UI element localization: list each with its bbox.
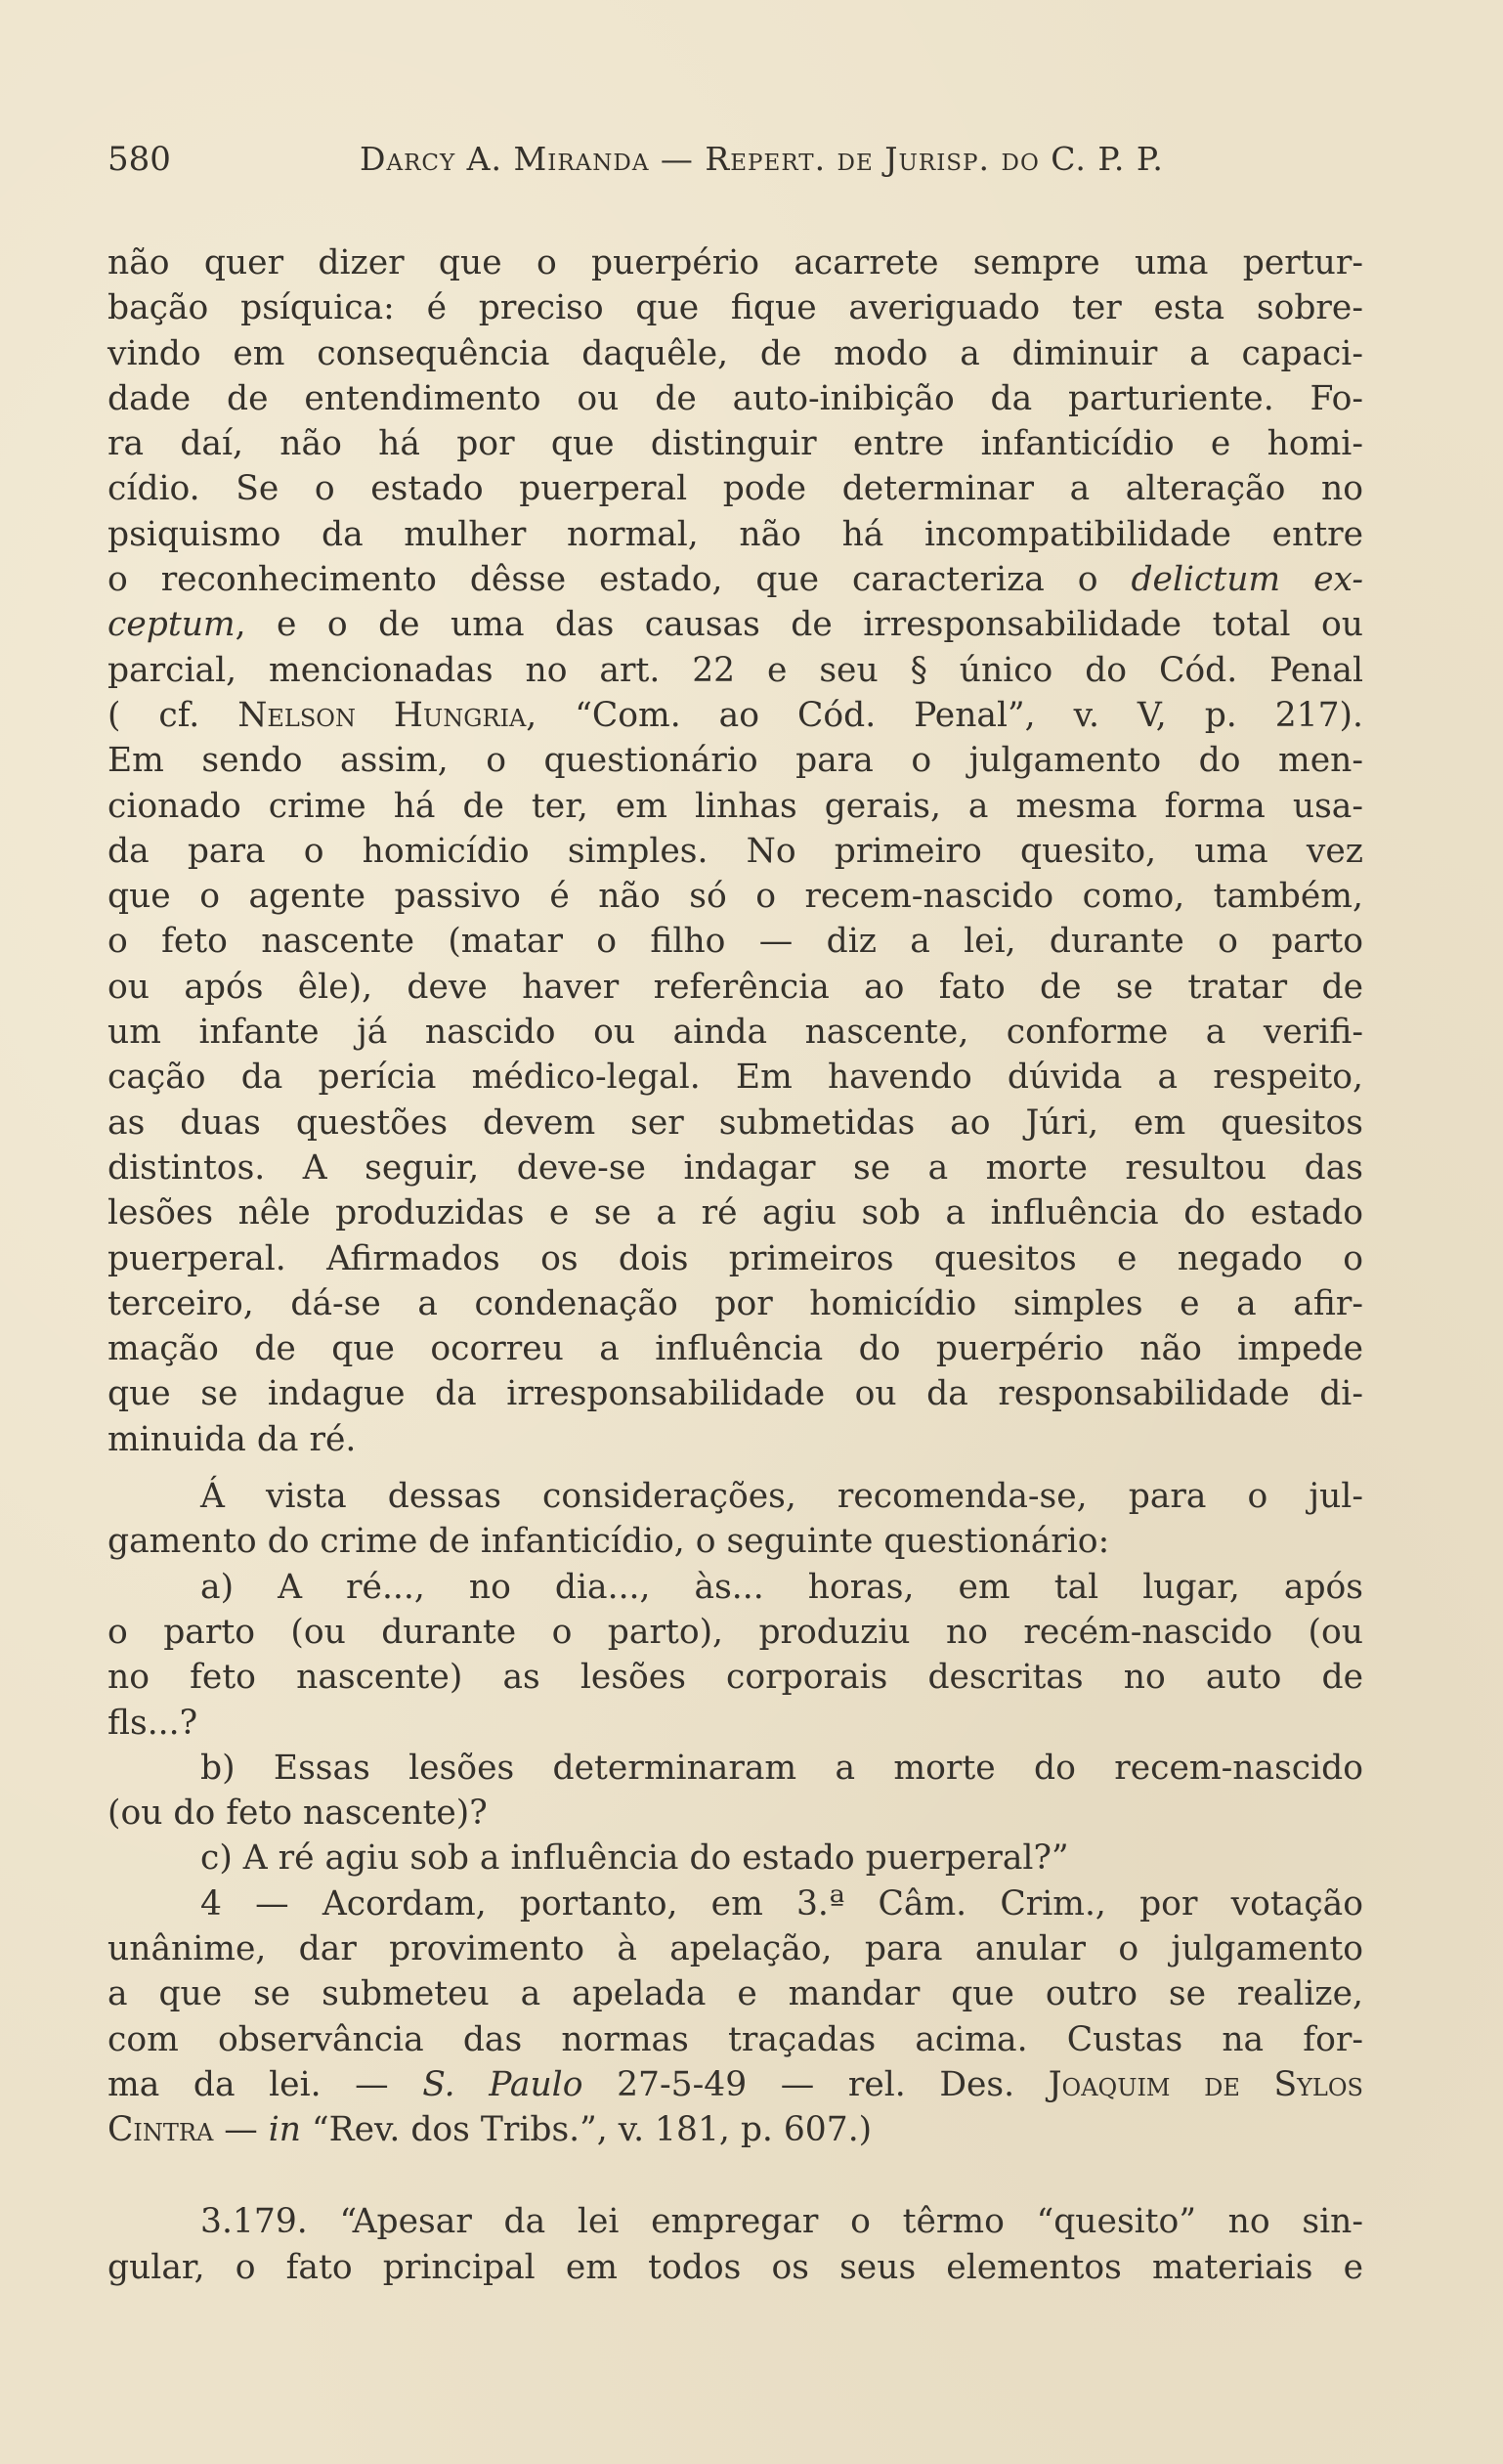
judge-name-cont: Cintra bbox=[107, 2110, 214, 2150]
text-line: c) A ré agiu sob a influência do estado puerperal?” bbox=[200, 1838, 1069, 1879]
text-line bbox=[107, 240, 1363, 285]
text-line: unânime, dar provimento à apelação, para anular o julgamento bbox=[107, 1928, 1363, 1968]
text-run: cação da perícia médico-legal. Em havendo dúvida a respeito, bbox=[107, 1058, 1363, 1098]
text-run: , e o de uma das causas de irresponsabilidade total ou bbox=[235, 605, 1363, 645]
text-line bbox=[107, 2107, 1363, 2152]
text-line bbox=[107, 1281, 1363, 1326]
text-line bbox=[107, 1371, 1363, 1416]
judge-name: Joaquim de Sylos bbox=[1048, 2064, 1363, 2104]
text-line: 4 — Acordam, portanto, em 3.ª Câm. Crim., por votação bbox=[200, 1883, 1363, 1924]
text-line bbox=[107, 693, 1363, 738]
text-line bbox=[107, 421, 1363, 466]
latin-term: delictum ex- bbox=[1131, 560, 1363, 600]
question-b bbox=[107, 1746, 1363, 1837]
paragraph-gap bbox=[107, 1462, 1363, 1474]
text-line bbox=[107, 1236, 1363, 1281]
text-line: o parto (ou durante o parto), produziu no recém-nascido (ou bbox=[107, 1612, 1363, 1652]
text-run: lesões nêle produzidas e se a ré agiu sob a influência do estado bbox=[107, 1193, 1363, 1233]
text-run: cídio. Se o estado puerperal pode determinar a alteração no bbox=[107, 469, 1363, 509]
body-text bbox=[107, 240, 1363, 2290]
text-run: Em sendo assim, o questionário para o julgamento do men- bbox=[107, 741, 1363, 781]
text-run: um infante já nascido ou ainda nascente, conforme a verifi- bbox=[107, 1013, 1363, 1053]
text-line: gular, o fato principal em todos os seus elementos materiais e bbox=[107, 2247, 1363, 2287]
text-run: o feto nascente (matar o filho — diz a lei, durante o parto bbox=[107, 922, 1363, 962]
text-run: mação de que ocorreu a influência do puerpério não impede bbox=[107, 1329, 1363, 1369]
text-run: terceiro, dá-se a condenação por homicídio simples e a afir- bbox=[107, 1283, 1363, 1323]
text-line bbox=[107, 874, 1363, 919]
text-run: parcial, mencionadas no art. 22 e seu § único do Cód. Penal bbox=[107, 650, 1363, 690]
text-run: cionado crime há de ter, em linhas gerais, a mesma forma usa- bbox=[107, 786, 1363, 826]
text-run: ra daí, não há por que distinguir entre infanticídio e homi- bbox=[107, 424, 1363, 464]
text-run: — bbox=[213, 2110, 269, 2150]
text-run: vindo em consequência daquêle, de modo a diminuir a capaci- bbox=[107, 333, 1363, 373]
text-run: ( cf. bbox=[107, 695, 238, 735]
author-name: Nelson Hungria bbox=[237, 695, 527, 735]
text-line bbox=[107, 738, 1363, 783]
section-gap bbox=[107, 2152, 1363, 2199]
text-line bbox=[107, 602, 1363, 647]
text-run-italic: in bbox=[268, 2110, 301, 2150]
text-run: que se indague da irresponsabilidade ou da responsabilidade di- bbox=[107, 1374, 1363, 1414]
page-header bbox=[107, 137, 1363, 182]
text-line: a) A ré..., no dia..., às... horas, em tal lugar, após bbox=[200, 1567, 1363, 1607]
text-line bbox=[107, 331, 1363, 376]
text-run: da para o homicídio simples. No primeiro quesito, uma vez bbox=[107, 831, 1363, 871]
text-line bbox=[107, 648, 1363, 693]
text-line bbox=[107, 829, 1363, 874]
text-line bbox=[107, 466, 1363, 511]
text-line bbox=[107, 1190, 1363, 1235]
text-run: o reconhecimento dêsse estado, que caracteriza o bbox=[107, 560, 1132, 600]
text-line: 3.179. “Apesar da lei empregar o têrmo “quesito” no sin- bbox=[200, 2202, 1363, 2242]
text-run: dade de entendimento ou de auto-inibição da parturiente. Fo- bbox=[107, 378, 1363, 418]
paragraph-recommendation bbox=[107, 1474, 1363, 1565]
running-head: Darcy A. Miranda — Repert. de Jurisp. do C. P. P. bbox=[360, 140, 1164, 178]
text-run: minuida da ré. bbox=[107, 1419, 357, 1459]
text-line bbox=[107, 2062, 1363, 2107]
text-line: com observância das normas traçadas acima. Custas na for- bbox=[107, 2019, 1363, 2059]
text-run: que o agente passivo é não só o recem-nascido como, também, bbox=[107, 877, 1363, 917]
text-line: (ou do feto nascente)? bbox=[107, 1794, 488, 1834]
page-number: 580 bbox=[107, 140, 171, 179]
next-entry bbox=[107, 2199, 1363, 2290]
text-line bbox=[107, 557, 1363, 602]
text-line bbox=[107, 1101, 1363, 1146]
text-line bbox=[107, 1417, 1363, 1462]
text-line: gamento do crime de infanticídio, o seguinte questionário: bbox=[107, 1522, 1110, 1562]
text-line bbox=[107, 1055, 1363, 1100]
text-line: no feto nascente) as lesões corporais descritas no auto de bbox=[107, 1658, 1363, 1698]
text-run: ou após êle), deve haver referência ao fato de se tratar de bbox=[107, 967, 1363, 1007]
city-name: S. Paulo bbox=[422, 2064, 583, 2104]
question-a bbox=[107, 1565, 1363, 1746]
text-line: Á vista dessas considerações, recomenda-se, para o jul- bbox=[200, 1477, 1363, 1517]
text-line bbox=[107, 1326, 1363, 1371]
text-line bbox=[107, 965, 1363, 1010]
text-line bbox=[107, 376, 1363, 421]
text-line bbox=[107, 919, 1363, 964]
text-line bbox=[107, 285, 1363, 330]
text-run: as duas questões devem ser submetidas ao Júri, em quesitos bbox=[107, 1102, 1363, 1143]
text-run: não quer dizer que o puerpério acarrete sempre uma pertur- bbox=[107, 243, 1363, 282]
text-run: psiquismo da mulher normal, não há incompatibilidade entre bbox=[107, 514, 1363, 554]
question-c bbox=[107, 1836, 1363, 1880]
text-run: ma da lei. — bbox=[107, 2064, 423, 2104]
text-line bbox=[107, 784, 1363, 829]
text-run: puerperal. Afirmados os dois primeiros quesitos e negado o bbox=[107, 1238, 1363, 1278]
text-line bbox=[107, 1010, 1363, 1055]
ruling-paragraph bbox=[107, 1881, 1363, 2153]
text-line: fls...? bbox=[107, 1703, 198, 1743]
latin-term: ceptum bbox=[107, 605, 236, 645]
text-line bbox=[107, 1146, 1363, 1190]
text-run: 27-5-49 — rel. Des. bbox=[582, 2064, 1049, 2104]
text-line: b) Essas lesões determinaram a morte do recem-nascido bbox=[200, 1748, 1363, 1788]
text-run: , “Com. ao Cód. Penal”, v. V, p. 217). bbox=[526, 695, 1363, 735]
text-run: bação psíquica: é preciso que fique averiguado ter esta sobre- bbox=[107, 288, 1363, 328]
text-line: a que se submeteu a apelada e mandar que outro se realize, bbox=[107, 1974, 1363, 2014]
text-run: distintos. A seguir, deve-se indagar se a morte resultou das bbox=[107, 1147, 1363, 1188]
citation: “Rev. dos Tribs.”, v. 181, p. 607.) bbox=[301, 2110, 873, 2150]
paragraph-continuation bbox=[107, 240, 1363, 1462]
text-line bbox=[107, 512, 1363, 557]
